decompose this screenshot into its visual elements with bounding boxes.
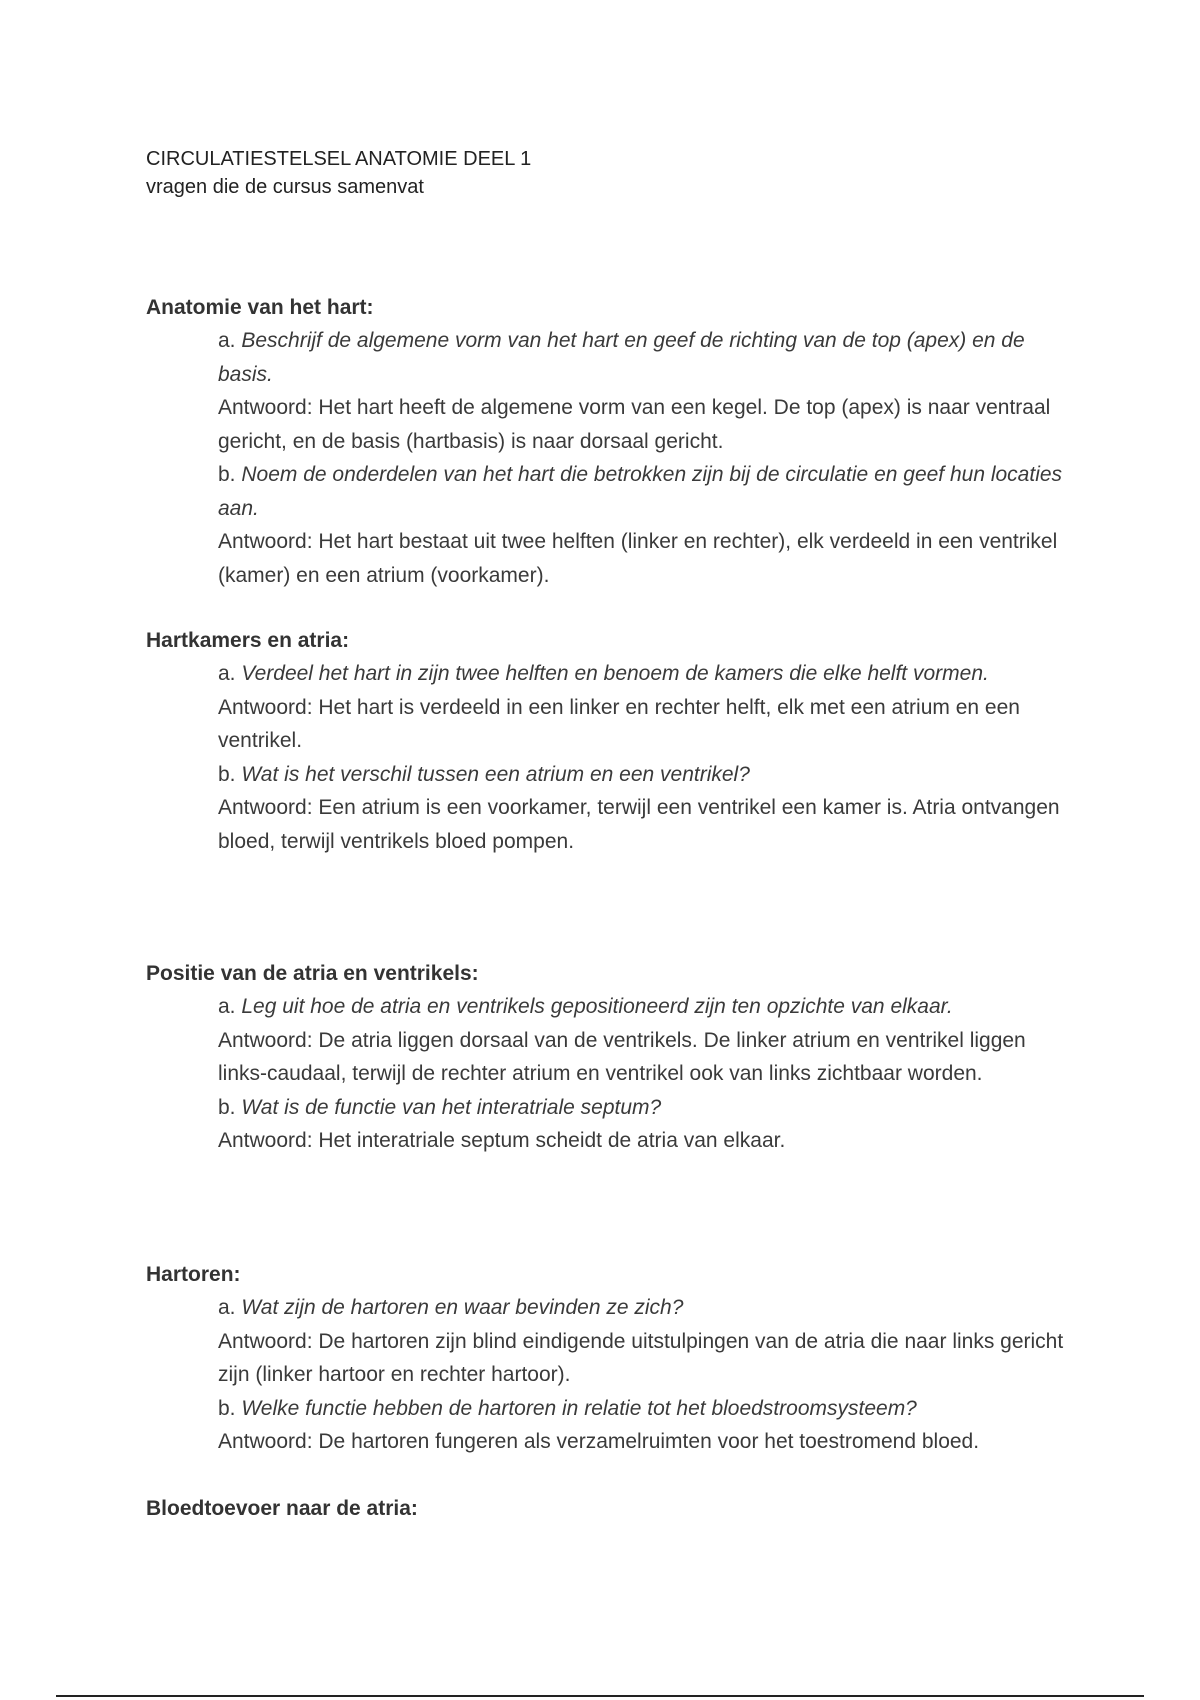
section-positie-atria-ventrikels [146,957,1076,1158]
question [218,1091,1076,1125]
question-letter: b. [218,1095,236,1119]
answer: Antwoord: Een atrium is een voorkamer, terwijl een ventrikel een kamer is. Atria ontvangen bloed, terwijl ventrikels bloed pompen. [218,796,1060,853]
question [218,1291,1076,1325]
qa-block [218,324,1076,592]
question-text: Welke functie hebben de hartoren in relatie tot het bloedstroomsysteem? [241,1396,917,1420]
question-text: Wat is de functie van het interatriale septum? [241,1095,662,1119]
question-letter: a. [218,1296,236,1319]
answer: Antwoord: Het hart is verdeeld in een linker en rechter helft, elk met een atrium en een ventrikel. [218,695,1020,752]
section-hartoren [146,1258,1076,1459]
section-heading: Hartoren: [146,1263,241,1286]
answer: Antwoord: De atria liggen dorsaal van de ventrikels. De linker atrium en ventrikel liggen links-caudaal, terwijl de rechter atrium en ventrikel ook van links zichtbaar worden. [218,1028,1026,1085]
question-text: Noem de onderdelen van het hart die betrokken zijn bij de circulatie en geef hun locaties aan. [218,463,1063,520]
question-text: Beschrijf de algemene vorm van het hart en geef de richting van de top (apex) en de basis. [218,329,1025,386]
section-heading: Anatomie van het hart: [146,296,374,319]
question [218,324,1076,391]
question-text: Leg uit hoe de atria en ventrikels gepositioneerd zijn ten opzichte van elkaar. [241,995,953,1018]
question [218,990,1076,1024]
question-letter: a. [218,995,236,1018]
question [218,1392,1076,1426]
answer: Antwoord: Het hart bestaat uit twee helften (linker en rechter), elk verdeeld in een ventrikel (kamer) en een atrium (voorkamer). [218,530,1058,587]
answer: Antwoord: Het hart heeft de algemene vorm van een kegel. De top (apex) is naar ventraal gericht, en de basis (hartbasis) is naar dorsaal gericht. [218,396,1051,453]
question-text: Wat zijn de hartoren en waar bevinden ze zich? [241,1296,684,1319]
section-anatomie-van-het-hart [146,291,1076,592]
question-letter: b. [218,1396,236,1420]
question-text: Wat is het verschil tussen een atrium en een ventrikel? [241,762,750,786]
question [218,657,1076,691]
qa-block [218,657,1076,858]
section-heading: Hartkamers en atria: [146,629,350,652]
question-letter: a. [218,329,236,352]
page-bottom-rule [56,1695,1144,1697]
question [218,758,1076,792]
qa-block [218,990,1076,1158]
question-letter: b. [218,762,236,786]
section-hartkamers-en-atria [146,624,1076,858]
qa-block [218,1291,1076,1459]
answer: Antwoord: De hartoren zijn blind eindigende uitstulpingen van de atria die naar links gericht zijn (linker hartoor en rechter hartoor). [218,1329,1064,1386]
question [218,458,1076,525]
section-heading: Positie van de atria en ventrikels: [146,962,479,985]
section-heading: Bloedtoevoer naar de atria: [146,1497,418,1520]
answer: Antwoord: De hartoren fungeren als verzamelruimten voor het toestromend bloed. [218,1430,980,1453]
question-letter: a. [218,662,236,685]
document-title: CIRCULATIESTELSEL ANATOMIE DEEL 1 [146,148,532,170]
question-text: Verdeel het hart in zijn twee helften en benoem de kamers die elke helft vormen. [241,662,989,685]
question-letter: b. [218,463,236,486]
section-bloedtoevoer-atria [146,1492,1076,1525]
answer: Antwoord: Het interatriale septum scheidt de atria van elkaar. [218,1129,786,1152]
document-subtitle: vragen die de cursus samenvat [146,176,424,198]
